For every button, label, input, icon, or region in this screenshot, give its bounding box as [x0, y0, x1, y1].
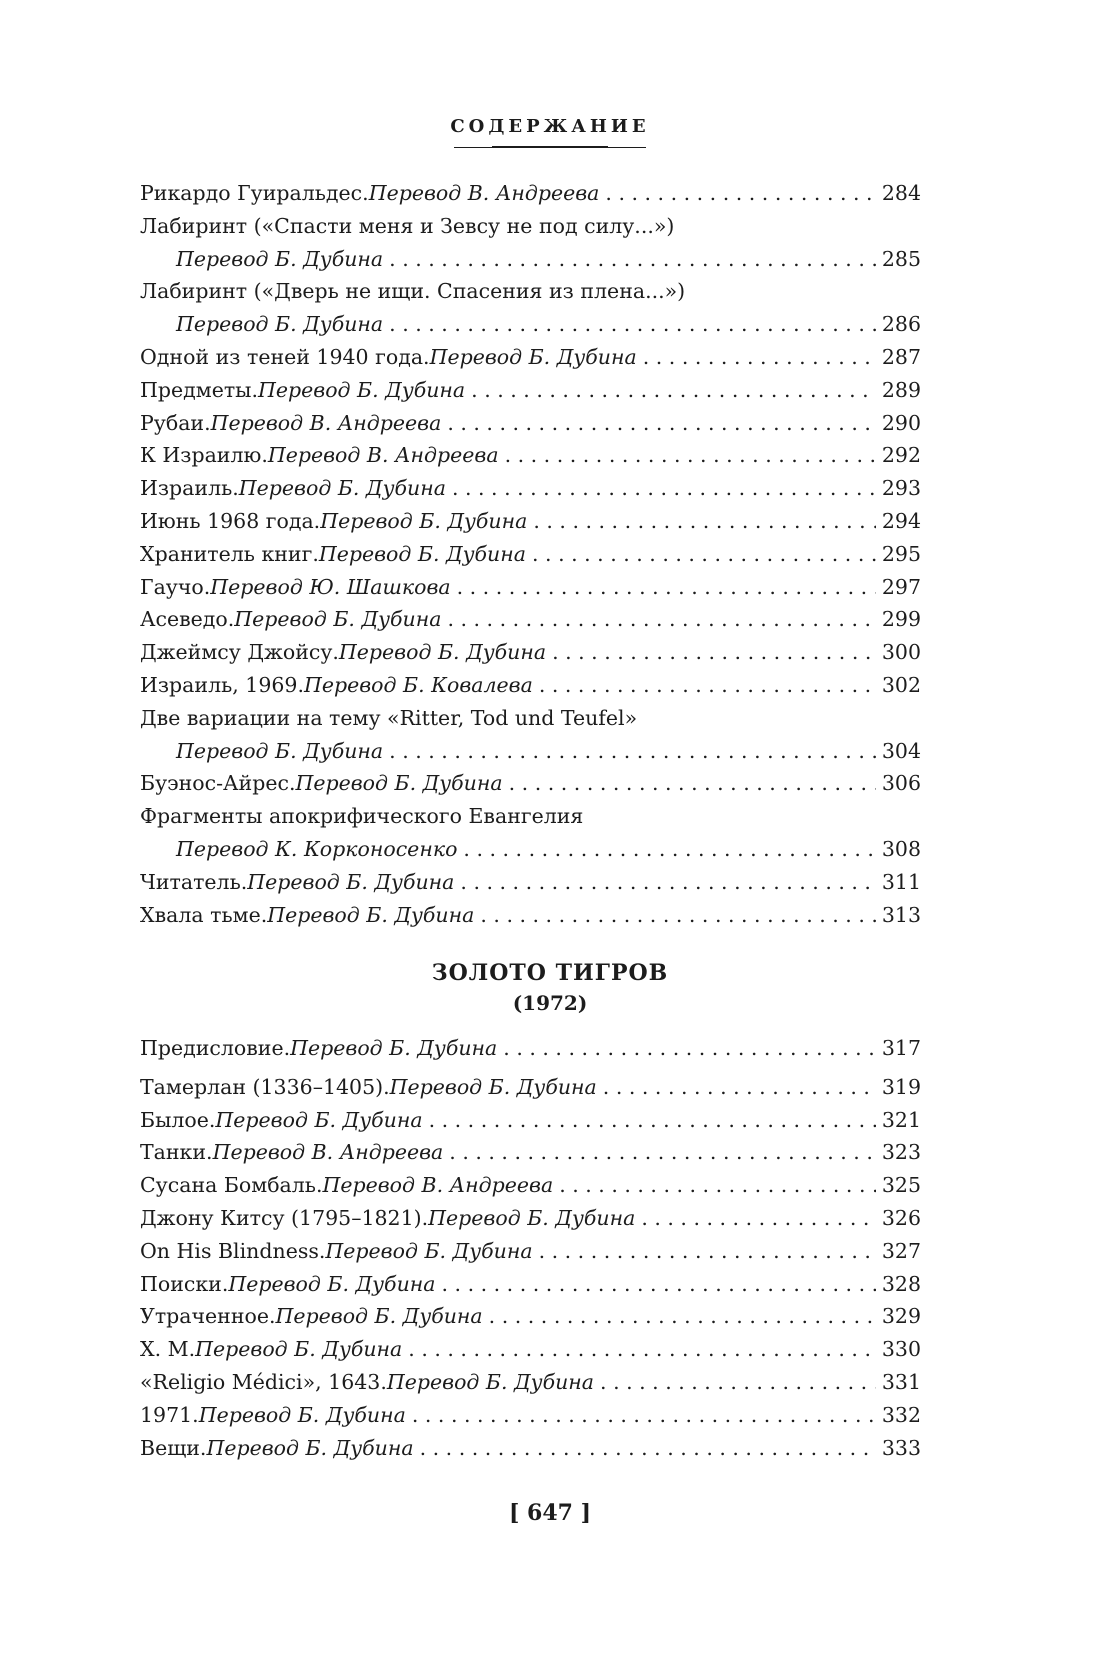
entry-page-number: 308: [881, 836, 921, 861]
entry-title: Июнь 1968 года.: [140, 508, 321, 533]
toc-entry: [140, 374, 921, 407]
dot-leader: [552, 636, 876, 669]
entry-translator: Перевод Б. Дубина: [258, 377, 466, 402]
toc-line: [140, 177, 921, 210]
dot-leader: [408, 1333, 876, 1366]
dot-leader: [480, 899, 875, 932]
toc-entry: [140, 275, 921, 341]
entry-translator: Перевод Б. Дубина: [176, 738, 384, 763]
entry-translator: Перевод Б. Дубина: [206, 1435, 414, 1460]
toc-entry: [140, 538, 921, 571]
entry-translator: Перевод В. Андреева: [368, 181, 600, 205]
entry-translator: Перевод Б. Дубина: [320, 508, 528, 533]
entry-translator: Перевод В. Андреева: [322, 1173, 554, 1198]
toc-line: [140, 669, 921, 702]
entry-translator: Перевод Б. Дубина: [234, 607, 442, 632]
dot-leader: [505, 439, 876, 472]
toc-line: [140, 603, 921, 636]
entry-translator: Перевод Б. Дубина: [275, 1304, 483, 1329]
toc-entry: [140, 1300, 921, 1333]
toc-line: [140, 210, 921, 243]
page-number: [ 647 ]: [508, 1500, 592, 1526]
entry-translator: Перевод Б. Дубина: [247, 869, 455, 894]
entry-page-number: 328: [881, 1271, 921, 1296]
entry-title: Предисловие.: [140, 1036, 291, 1060]
toc-entry: [140, 341, 921, 374]
dot-leader: [503, 1032, 876, 1065]
entry-page-number: 331: [881, 1369, 921, 1394]
entry-title: Одной из теней 1940 года.: [140, 344, 430, 369]
toc-entry: [140, 210, 921, 276]
entry-title: Израиль, 1969.: [140, 672, 304, 697]
entry-page-number: 287: [881, 344, 921, 369]
toc-entry: [140, 1032, 921, 1065]
toc-entry: [140, 1071, 921, 1104]
toc-entry: [140, 1235, 921, 1268]
entry-page-number: 295: [881, 541, 921, 566]
entry-page-number: 333: [881, 1435, 921, 1460]
entry-title: Вещи.: [140, 1435, 207, 1460]
entry-page-number: 290: [881, 410, 921, 435]
entry-translator: Перевод В. Андреева: [267, 443, 499, 468]
entry-page-number: 311: [881, 869, 921, 894]
toc-entry: [140, 1432, 921, 1465]
toc-entry: [140, 177, 921, 210]
entry-translator: Перевод К. Корконосенко: [176, 836, 458, 861]
entry-translator: Перевод Б. Дубина: [338, 640, 547, 665]
entry-title: Лабиринт («Спасти меня и Зевсу не под силу...»): [140, 213, 675, 238]
entry-title: Былое.: [140, 1107, 216, 1132]
entry-translator: Перевод Б. Дубина: [198, 1402, 406, 1427]
entry-translator: Перевод Б. Дубина: [176, 246, 384, 271]
entry-translator: Перевод Б. Дубина: [228, 1271, 436, 1296]
toc-line: [140, 702, 921, 735]
entry-page-number: 313: [881, 902, 921, 927]
entry-page-number: 306: [881, 771, 921, 796]
entry-page-number: 302: [881, 672, 921, 697]
toc-entry: [140, 1366, 921, 1399]
dot-leader: [539, 1235, 876, 1268]
entry-page-number: 332: [881, 1402, 921, 1427]
entry-translator: Перевод Б. Дубина: [295, 771, 503, 796]
section-year: (1972): [512, 991, 588, 1015]
entry-translator: Перевод Б. Дубина: [238, 476, 446, 501]
entry-translator: Перевод Б. Дубина: [428, 1205, 636, 1230]
entry-translator: Перевод Б. Дубина: [290, 1036, 498, 1060]
entry-translator: Перевод Б. Дубина: [318, 541, 526, 566]
header-rule: [454, 147, 646, 150]
toc-line: [140, 899, 921, 932]
toc-entry: [140, 636, 921, 669]
dot-leader: [457, 571, 876, 604]
entry-title: Рубаи.: [140, 410, 211, 435]
toc-line: [140, 1136, 921, 1169]
toc-line: [140, 472, 921, 505]
dot-leader: [389, 243, 876, 276]
entry-title: On His Blindness.: [140, 1238, 326, 1263]
entry-title: Хвала тьме.: [140, 902, 268, 927]
dot-leader: [539, 669, 876, 702]
toc-line: [140, 374, 921, 407]
toc-line: [140, 1235, 921, 1268]
toc-line: [140, 1432, 921, 1465]
toc-entry: [140, 472, 921, 505]
dot-leader: [643, 341, 876, 374]
toc-line: [140, 636, 921, 669]
dot-leader: [447, 407, 876, 440]
entry-translator: Перевод Б. Дубина: [325, 1238, 533, 1263]
toc-line: [140, 1268, 921, 1301]
entry-title: Лабиринт («Дверь не ищи. Спасения из плена...»): [140, 279, 686, 304]
entry-translator: Перевод В. Андреева: [210, 410, 442, 435]
toc-entry: [140, 767, 921, 800]
toc-entry: [140, 1169, 921, 1202]
entry-translator: Перевод Б. Дубина: [195, 1337, 403, 1362]
toc-entry: [140, 800, 921, 866]
entry-title: Утраченное.: [140, 1304, 276, 1329]
toc-list-part2: [140, 1032, 921, 1464]
toc-line: [140, 1333, 921, 1366]
dot-leader: [532, 538, 876, 571]
entry-title: Предметы.: [140, 377, 259, 402]
entry-page-number: 292: [881, 443, 921, 468]
dot-leader: [559, 1169, 876, 1202]
entry-title: Х. М.: [140, 1337, 196, 1362]
entry-page-number: 329: [881, 1304, 921, 1329]
entry-page-number: 325: [881, 1173, 921, 1198]
dot-leader: [460, 866, 875, 899]
toc-entry: [140, 1202, 921, 1235]
toc-entry: [140, 439, 921, 472]
toc-line: [140, 833, 921, 866]
entry-translator: Перевод Б. Дубина: [429, 344, 637, 369]
toc-list-part1: [140, 177, 921, 931]
dot-leader: [509, 767, 876, 800]
entry-title: Читатель.: [140, 869, 248, 894]
entry-page-number: 294: [881, 508, 921, 533]
entry-title: Хранитель книг.: [140, 541, 319, 566]
entry-title: Сусана Бомбаль.: [140, 1173, 323, 1198]
toc-entry: [140, 1333, 921, 1366]
entry-translator: Перевод Ю. Шашкова: [210, 574, 451, 599]
entry-title: Фрагменты апокрифического Евангелия: [140, 804, 584, 829]
toc-line: [140, 866, 921, 899]
toc-line: [140, 1071, 921, 1104]
entry-page-number: 321: [881, 1107, 921, 1132]
toc-line: [140, 1032, 921, 1065]
page-header: [0, 116, 1100, 150]
dot-leader: [389, 308, 876, 341]
entry-page-number: 317: [881, 1036, 921, 1060]
dot-leader: [449, 1136, 876, 1169]
dot-leader: [489, 1300, 876, 1333]
entry-title: Танки.: [140, 1140, 213, 1165]
toc-line: [140, 275, 921, 308]
entry-title: Израиль.: [140, 476, 239, 501]
toc-line: [140, 308, 921, 341]
toc-entry: [140, 1136, 921, 1169]
toc-line: [140, 767, 921, 800]
toc-line: [140, 538, 921, 571]
dot-leader: [420, 1432, 876, 1465]
section-title: ЗОЛОТО ТИГРОВ: [431, 960, 669, 986]
entry-translator: Перевод Б. Дубина: [176, 312, 384, 337]
toc-entry: [140, 866, 921, 899]
dot-leader: [442, 1268, 876, 1301]
entry-title: Две вариации на тему «Ritter, Tod und Teufel»: [140, 705, 638, 730]
toc-line: [140, 505, 921, 538]
dot-leader: [447, 603, 875, 636]
toc-line: [140, 1300, 921, 1333]
dot-leader: [603, 1071, 876, 1104]
toc-line: [140, 571, 921, 604]
entry-title: Тамерлан (1336–1405).: [140, 1074, 390, 1099]
toc-line: [140, 1202, 921, 1235]
dot-leader: [429, 1104, 876, 1137]
toc-entry: [140, 505, 921, 538]
toc-line: [140, 243, 921, 276]
toc-line: [140, 341, 921, 374]
entry-page-number: 285: [881, 246, 921, 271]
toc-entry: [140, 669, 921, 702]
dot-leader: [412, 1399, 876, 1432]
entry-title: К Израилю.: [140, 443, 268, 468]
entry-title: 1971.: [140, 1402, 199, 1427]
entry-translator: Перевод Б. Дубина: [215, 1107, 423, 1132]
toc-line: [140, 1366, 921, 1399]
toc-line: [140, 1104, 921, 1137]
entry-title: Асеведо.: [140, 607, 235, 632]
toc-entry: [140, 571, 921, 604]
entry-page-number: 300: [881, 640, 921, 665]
dot-leader: [641, 1202, 876, 1235]
entry-translator: Перевод Б. Дубина: [267, 902, 475, 927]
entry-title: Гаучо.: [140, 574, 211, 599]
entry-page-number: 297: [881, 574, 921, 599]
toc-entry: [140, 407, 921, 440]
entry-title: Буэнос-Айрес.: [140, 771, 296, 796]
entry-page-number: 330: [881, 1337, 921, 1362]
dot-leader: [463, 833, 875, 866]
dot-leader: [600, 1366, 876, 1399]
dot-leader: [452, 472, 876, 505]
toc-line: [140, 1169, 921, 1202]
toc-entry: [140, 899, 921, 932]
entry-title: Поиски.: [140, 1271, 229, 1296]
entry-page-number: 284: [881, 181, 921, 205]
entry-title: Рикардо Гуиральдес.: [140, 181, 369, 205]
toc-entry: [140, 1104, 921, 1137]
toc-entry: [140, 1268, 921, 1301]
toc-entry: [140, 1399, 921, 1432]
entry-translator: Перевод Б. Дубина: [389, 1074, 597, 1099]
toc-entry: [140, 603, 921, 636]
entry-translator: Перевод Б. Дубина: [386, 1369, 595, 1394]
entry-title: «Religio Médici», 1643.: [140, 1369, 387, 1394]
toc-line: [140, 439, 921, 472]
dot-leader: [533, 505, 876, 538]
entry-page-number: 289: [881, 377, 921, 402]
entry-page-number: 299: [881, 607, 921, 632]
dot-leader: [605, 177, 875, 210]
entry-title: Джеймсу Джойсу.: [140, 640, 339, 665]
entry-page-number: 293: [881, 476, 921, 501]
entry-page-number: 319: [881, 1074, 921, 1099]
running-head: СОДЕРЖАНИЕ: [450, 116, 650, 137]
entry-page-number: 286: [881, 312, 921, 337]
dot-leader: [389, 735, 876, 768]
entry-page-number: 304: [881, 738, 921, 763]
entry-page-number: 326: [881, 1205, 921, 1230]
entry-translator: Перевод Б. Ковалева: [303, 672, 533, 697]
entry-page-number: 327: [881, 1238, 921, 1263]
toc-line: [140, 800, 921, 833]
entry-title: Джону Китсу (1795–1821).: [140, 1205, 429, 1230]
toc-line: [140, 735, 921, 768]
toc-line: [140, 1399, 921, 1432]
entry-page-number: 323: [881, 1140, 921, 1165]
dot-leader: [471, 374, 876, 407]
entry-translator: Перевод В. Андреева: [212, 1140, 444, 1165]
toc-line: [140, 407, 921, 440]
toc-entry: [140, 702, 921, 768]
